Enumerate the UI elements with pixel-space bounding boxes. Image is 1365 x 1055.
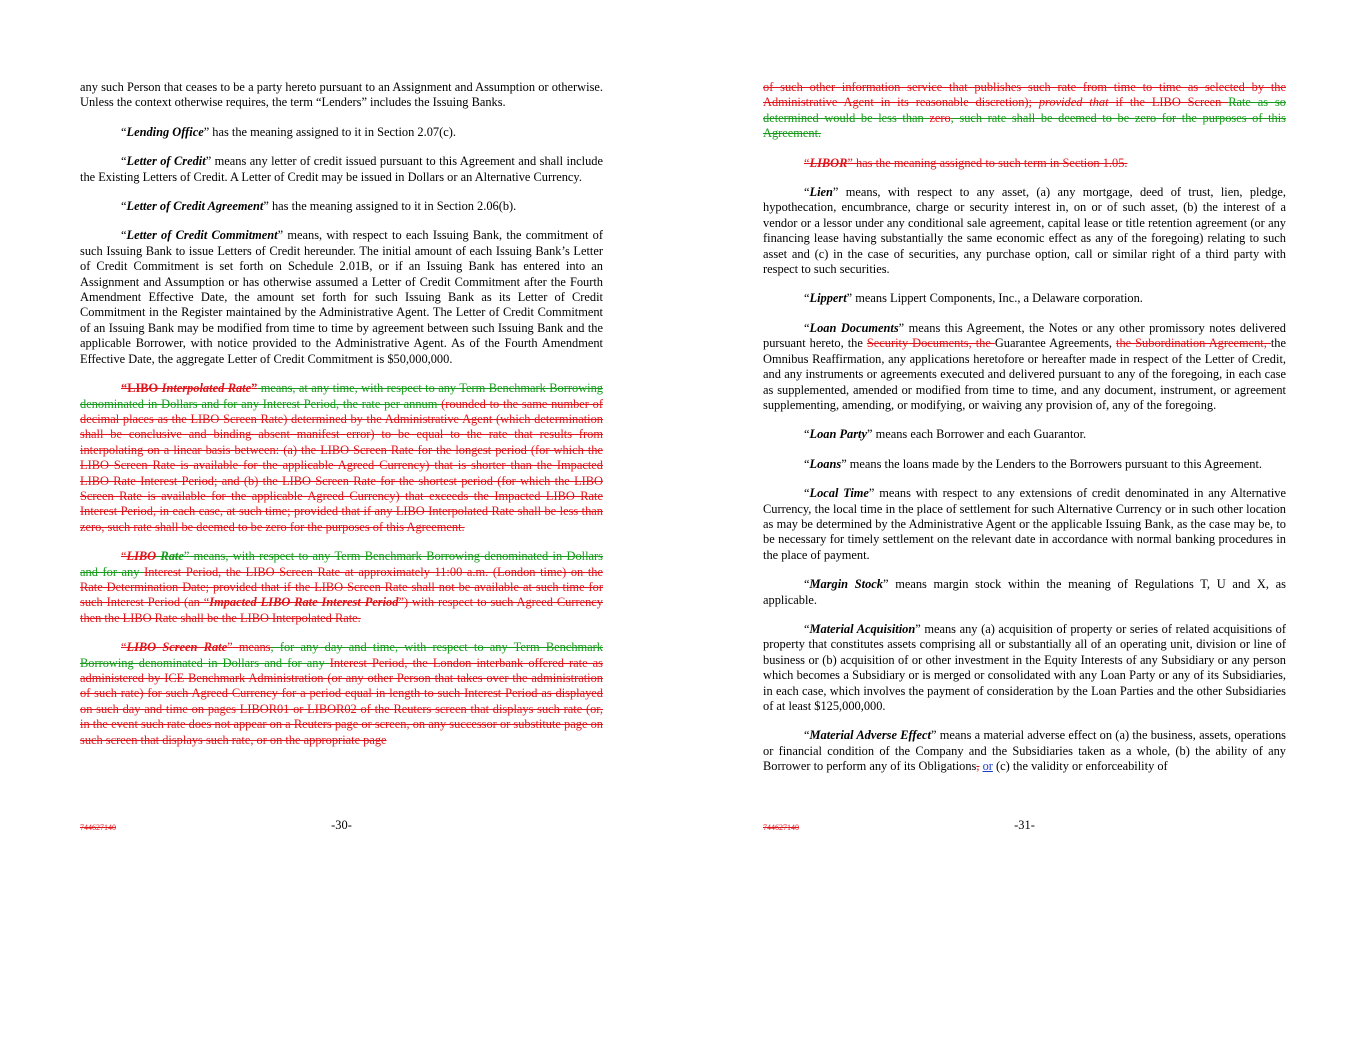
term-margin-stock: Margin Stock (809, 577, 883, 592)
definition-libo-screen-rate: “LIBO Screen Rate” means, for any day and time, with respect to any Term Benchmark Borrowing denominated in Dollars and for any Interest Period, the London interbank offered rate as administered by ICE Benchmark Administration (or any other Person that takes over the administration of such rate) for such Agreed Currency for a period equal in length to such Interest Period as displayed on such day and time on pages LIBOR01 or LIBOR02 of the Reuters screen that displays such rate (or, in the event such rate does not appear on a Reuters page or screen, on any successor or substitute page on such screen that displays such rate, or on the appropriate page (80, 640, 603, 747)
page-number: -31- (1014, 818, 1035, 832)
paragraph-libo-screen-continued: of such other information service that publishes such rate from time to time as selected by the Administrative Agent in its reasonable discretion); provided that if the LIBO Screen Rate as so determined would be less than zero, such rate shall be deemed to be zero for the purposes of this Agreement. (763, 80, 1287, 141)
definition-material-adverse-effect: “Material Adverse Effect” means a material adverse effect on (a) the business, assets, operations or financial condition of the Company and the Subsidiaries taken as a whole, (b) the ability of any Borrower to perform any of its Obligations, or (c) the validity or enforceability of (763, 728, 1286, 774)
term-libo-interpolated-rate: Interpolated Rate (161, 381, 252, 396)
term-lending-office: Lending Office (126, 124, 204, 139)
term-loans: Loans (809, 456, 842, 471)
term-lien: Lien (809, 185, 833, 200)
term-loan-party: Loan Party (809, 427, 867, 442)
definition-local-time: “Local Time” means with respect to any extensions of credit denominated in any Alternative Currency, the local time in the place of settlement for such Alternative Currency or in such other location as may be determined by the Administrative Agent or the applicable Issuing Bank, as the case may be, to be necessary for timely settlement on the relevant date in accordance with normal banking procedures in the place of payment. (763, 486, 1286, 562)
paragraph-lenders-continued: any such Person that ceases to be a party hereto pursuant to an Assignment and Assumption or otherwise. Unless the context otherwise requires, the term “Lenders” includes the Issuing Banks. (80, 80, 603, 110)
definition-libo-rate: “LIBO Rate” means, with respect to any Term Benchmark Borrowing denominated in Dollars and for any Interest Period, the LIBO Screen Rate at approximately 11:00 a.m. (London time) on the Rate Determination Date; provided that if the LIBO Screen Rate shall not be available at such time for such Interest Period (an “Impacted LIBO Rate Interest Period”) with respect to such Agreed Currency then the LIBO Rate shall be the LIBO Interpolated Rate. (80, 549, 603, 625)
term-loc-commitment: Letter of Credit Commitment (126, 228, 278, 243)
definition-loc-agreement: “Letter of Credit Agreement” has the meaning assigned to it in Section 2.06(b). (121, 199, 517, 214)
term-lippert: Lippert (809, 291, 847, 306)
inserted-or-link[interactable]: or (982, 759, 993, 774)
right-page-footer (763, 818, 1286, 838)
document-id: 744627140 (80, 823, 116, 832)
definition-libo-interpolated-rate: “LIBO Interpolated Rate” means, at any time, with respect to any Term Benchmark Borrowing denominated in Dollars and for any Interest Period, the rate per annum (rounded to the same number of decimal places as the LIBO Screen Rate) determined by the Administrative Agent (which determination shall be conclusive and binding absent manifest error) to be equal to the rate that results from interpolating on a linear basis between: (a) the LIBO Screen Rate for the longest period (for which the LIBO Screen Rate is available for the applicable Agreed Currency) that is shorter than the Impacted LIBO Rate Interest Period; and (b) the LIBO Screen Rate for the shortest period (for which the LIBO Screen Rate is available for the applicable Agreed Currency) that exceeds the Impacted LIBO Rate Interest Period, in each case, at such time; provided that if any LIBO Interpolated Rate shall be less than zero, such rate shall be deemed to be zero for the purposes of this Agreement. (80, 381, 603, 534)
term-libo-screen-rate: LIBO Screen Rate (126, 640, 228, 655)
definition-lien: “Lien” means, with respect to any asset, (a) any mortgage, deed of trust, lien, pledge, hypothecation, encumbrance, charge or security interest in, on or of such asset, (b) the interest of a vendor or a lessor under any conditional sale agreement, capital lease or title retention agreement (or any financing lease having substantially the same economic effect as any of the foregoing) relating to such asset and (c) in the case of securities, any purchase option, call or similar right of a third party with respect to such securities. (763, 185, 1286, 277)
term-libor: LIBOR (809, 155, 848, 170)
term-local-time: Local Time (809, 486, 869, 501)
definition-letter-of-credit: “Letter of Credit” means any letter of credit issued pursuant to this Agreement and shall include the Existing Letters of Credit. A Letter of Credit may be issued in Dollars or an Alternative Currency. (80, 154, 603, 184)
term-loan-documents: Loan Documents (809, 320, 899, 335)
definition-margin-stock: “Margin Stock” means margin stock within the meaning of Regulations T, U and X, as applicable. (763, 577, 1286, 607)
term-loc-agreement: Letter of Credit Agreement (126, 199, 264, 214)
term-material-adverse-effect: Material Adverse Effect (809, 728, 931, 743)
page-number: -30- (331, 818, 352, 832)
definition-material-acquisition: “Material Acquisition” means any (a) acquisition of property or series of related acquisitions of property that constitutes assets comprising all or substantially all of an operating unit, division or line of business or (b) acquisition of or other investment in the Equity Interests of any Subsidiary or any person which becomes a Subsidiary or is merged or consolidated with any Loan Party or any of its Subsidiaries, in each case, which involves the payment of consideration by the Loan Parties and the other Subsidiaries of at least $125,000,000. (763, 621, 1286, 713)
term-libo-rate: LIBO (126, 549, 157, 564)
definition-loans: “Loans” means the loans made by the Lenders to the Borrowers pursuant to this Agreement. (804, 456, 1263, 471)
definition-lending-office: “Lending Office” has the meaning assigned to it in Section 2.07(c). (121, 124, 456, 139)
left-page (80, 80, 603, 762)
document-id: 744627140 (763, 823, 799, 832)
definition-libor: “LIBOR” has the meaning assigned to such term in Section 1.05. (804, 155, 1128, 170)
right-page (763, 80, 1286, 789)
definition-loan-party: “Loan Party” means each Borrower and each Guarantor. (804, 427, 1087, 442)
term-material-acquisition: Material Acquisition (809, 621, 916, 636)
definition-loc-commitment: “Letter of Credit Commitment” means, with respect to each Issuing Bank, the commitment of such Issuing Bank to issue Letters of Credit hereunder. The initial amount of each Issuing Bank’s Letter of Credit Commitment is set forth on Schedule 2.01B, or if an Issuing Bank has entered into an Assignment and Assumption or has otherwise assumed a Letter of Credit Commitment after the Fourth Amendment Effective Date, the amount set forth for such Issuing Bank as its Letter of Credit Commitment in the Register maintained by the Administrative Agent. The Letter of Credit Commitment of an Issuing Bank may be modified from time to time by agreement between such Issuing Bank and the applicable Borrower, with notice provided to the Administrative Agent. As of the Fourth Amendment Effective Date, the aggregate Letter of Credit Commitment is $50,000,000. (80, 228, 603, 366)
definition-loan-documents: “Loan Documents” means this Agreement, the Notes or any other promissory notes delivered pursuant hereto, the Security Documents, the Guarantee Agreements, the Subordination Agreement, the Omnibus Reaffirmation, any applications heretofore or hereafter made in respect of the Letter of Credit, and any instruments or agreements executed and delivered pursuant to any of the foregoing, in each case as supplemented, amended or modified from time to time, and any document, instrument, or agreement supplementing, amending, or modifying, or waiving any provision of, any of the foregoing. (763, 320, 1287, 412)
left-page-footer (80, 818, 603, 838)
definition-lippert: “Lippert” means Lippert Components, Inc., a Delaware corporation. (804, 291, 1143, 306)
term-impacted-libo-rate-interest-period: Impacted LIBO Rate Interest Period (209, 595, 399, 610)
term-letter-of-credit: Letter of Credit (126, 154, 206, 169)
